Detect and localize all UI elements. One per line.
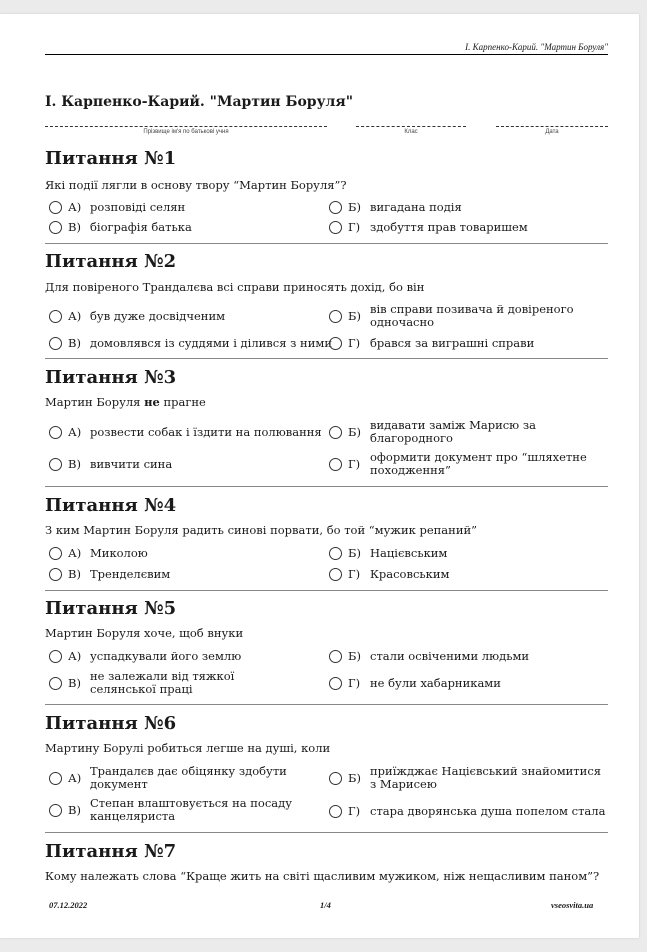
radio-button[interactable] (329, 772, 342, 785)
radio-button[interactable] (49, 310, 62, 323)
question-1-text: Які події лягли в основу твору “Мартин Боруля”? (45, 178, 347, 192)
radio-button[interactable] (49, 547, 62, 560)
question-2-title: Питання №2 (45, 251, 177, 272)
question-divider (45, 832, 608, 833)
radio-button[interactable] (329, 805, 342, 818)
radio-button[interactable] (329, 426, 342, 439)
radio-button[interactable] (49, 426, 62, 439)
question-divider (45, 486, 608, 487)
radio-button[interactable] (49, 650, 62, 663)
question-3-option-b[interactable]: Б) видавати заміж Марисю за благородного (329, 419, 570, 445)
question-1-option-d[interactable]: Г) здобуття прав товаришем (329, 220, 528, 234)
radio-button[interactable] (329, 221, 342, 234)
question-divider (45, 358, 608, 359)
question-3-option-c[interactable]: В) вивчити сина (49, 457, 172, 471)
radio-button[interactable] (49, 458, 62, 471)
question-4-title: Питання №4 (45, 495, 177, 516)
radio-button[interactable] (49, 677, 62, 690)
radio-button[interactable] (49, 201, 62, 214)
radio-button[interactable] (329, 677, 342, 690)
question-6-text: Мартину Борулі робиться легше на душі, коли (45, 741, 331, 755)
question-5-option-a[interactable]: А) успадкували його землю (49, 649, 241, 663)
class-field[interactable] (356, 120, 466, 140)
question-4-option-d[interactable]: Г) Красовським (329, 567, 449, 581)
radio-button[interactable] (329, 568, 342, 581)
question-3-title: Питання №3 (45, 367, 177, 388)
radio-button[interactable] (329, 547, 342, 560)
radio-button[interactable] (329, 650, 342, 663)
radio-button[interactable] (329, 458, 342, 471)
question-6-title: Питання №6 (45, 713, 177, 734)
footer-site: vseosvita.ua (551, 900, 594, 910)
question-5-title: Питання №5 (45, 598, 177, 619)
radio-button[interactable] (329, 310, 342, 323)
question-2-text: Для повіреного Трандалєва всі справи приносять дохід, бо він (45, 280, 425, 294)
question-3-option-d[interactable]: Г) оформити документ про “шляхетне походження” (329, 451, 592, 477)
question-6-option-c[interactable]: В) Степан влаштовується на посаду канцеляриста (49, 797, 300, 823)
question-1-title: Питання №1 (45, 148, 177, 169)
question-1-option-a[interactable]: А) розповіді селян (49, 200, 185, 214)
question-2-option-a[interactable]: А) був дуже досвідченим (49, 309, 225, 323)
question-5-text: Мартин Боруля хоче, щоб внуки (45, 626, 244, 640)
date-caption: Дата (545, 129, 559, 135)
footer-page-number: 1/4 (320, 900, 331, 910)
question-5-option-c[interactable]: В) не залежали від тяжкої селянської праці (49, 670, 300, 696)
question-2-option-b[interactable]: Б) вів справи позивача й довіреного одночасно (329, 303, 600, 329)
question-2-option-d[interactable]: Г) брався за виграшні справи (329, 336, 534, 350)
document-page (0, 14, 639, 938)
radio-button[interactable] (49, 337, 62, 350)
radio-button[interactable] (329, 337, 342, 350)
footer-date: 07.12.2022 (49, 900, 88, 910)
question-5-option-d[interactable]: Г) не були хабарниками (329, 676, 501, 690)
student-name-caption: Прізвище ім'я по батькові учня (143, 129, 229, 135)
question-1-option-c[interactable]: В) біографія батька (49, 220, 192, 234)
question-4-option-a[interactable]: А) Миколою (49, 546, 148, 560)
question-4-option-b[interactable]: Б) Націєвським (329, 546, 447, 560)
question-7-text: Кому належать слова “Краще жить на світі щасливим мужиком, ніж нещасливим паном”? (45, 869, 600, 883)
question-4-option-c[interactable]: В) Тренделєвим (49, 567, 170, 581)
date-field[interactable] (496, 120, 608, 140)
radio-button[interactable] (49, 772, 62, 785)
radio-button[interactable] (49, 568, 62, 581)
question-5-option-b[interactable]: Б) стали освіченими людьми (329, 649, 529, 663)
student-name-field[interactable] (45, 120, 327, 140)
question-2-option-c[interactable]: В) домовлявся із суддями і ділився з ними (49, 336, 332, 350)
question-6-option-a[interactable]: А) Трандалєв дає обіцянку здобути документ (49, 765, 290, 791)
document-title: І. Карпенко-Карий. "Мартин Боруля" (45, 94, 354, 110)
question-divider (45, 704, 608, 705)
question-divider (45, 590, 608, 591)
question-6-option-d[interactable]: Г) стара дворянська душа попелом стала (329, 804, 605, 818)
question-divider (45, 243, 608, 244)
running-header: І. Карпенко-Карий. "Мартин Боруля" (45, 42, 608, 55)
question-6-option-b[interactable]: Б) приїжджає Націєвський знайомитися з Марисею (329, 765, 605, 791)
radio-button[interactable] (329, 201, 342, 214)
question-4-text: З ким Мартин Боруля радить синові порвати, бо той “мужик репаний” (45, 523, 478, 537)
class-caption: Клас (404, 129, 418, 135)
question-3-text: Мартин Боруля не прагне (45, 395, 206, 409)
radio-button[interactable] (49, 804, 62, 817)
radio-button[interactable] (49, 221, 62, 234)
question-1-option-b[interactable]: Б) вигадана подія (329, 200, 462, 214)
question-7-title: Питання №7 (45, 841, 177, 862)
question-3-option-a[interactable]: А) розвести собак і їздити на полювання (49, 425, 322, 439)
